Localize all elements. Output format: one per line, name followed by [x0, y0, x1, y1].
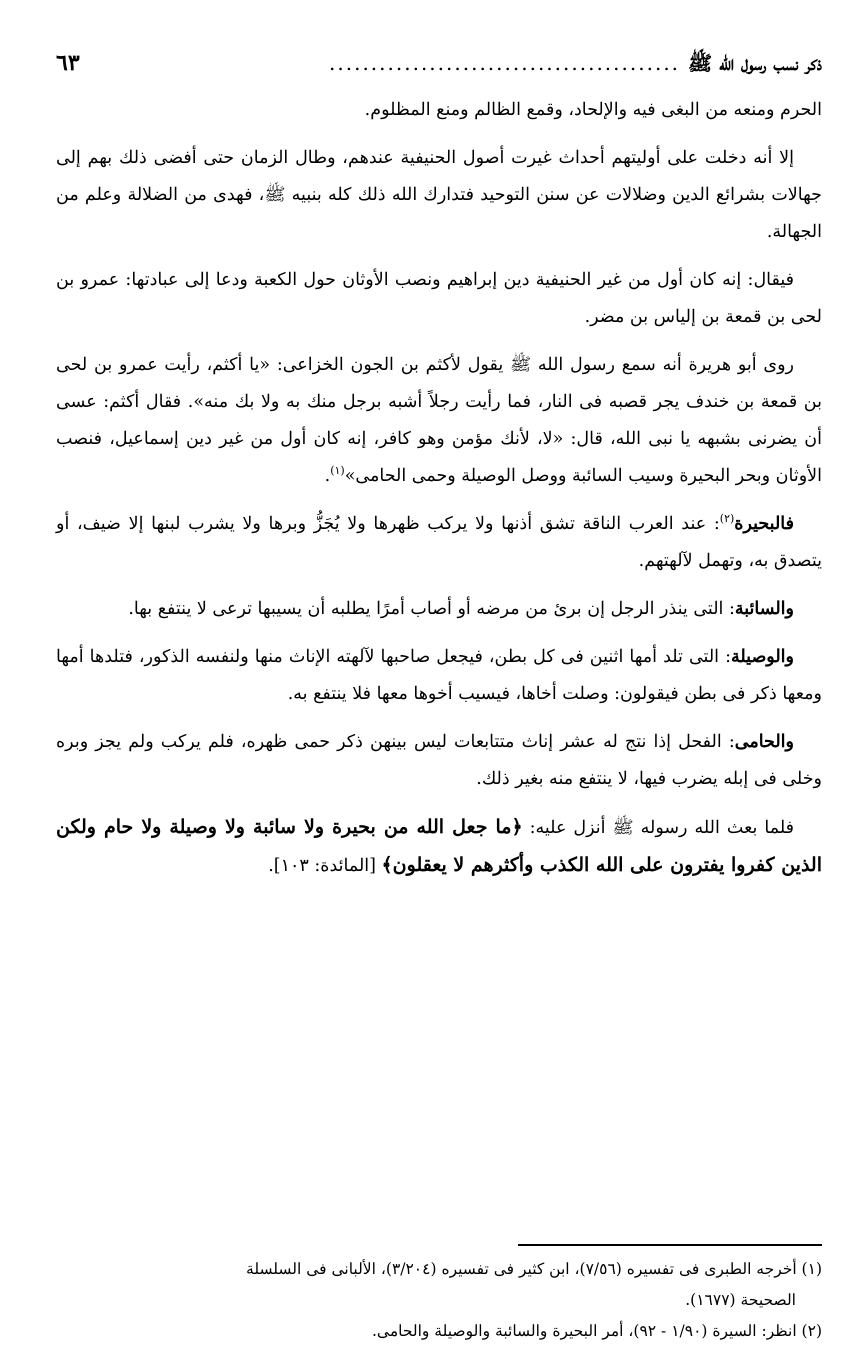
- paragraph-quran-verse: [56, 809, 822, 885]
- footnote-text: (١) أخرجه الطبرى فى تفسيره (٧/٥٦)، ابن كثير فى تفسيره (٣/٢٠٤)، الألبانى فى السلسلة: [246, 1260, 822, 1278]
- paragraph-hadith: روى أبو هريرة أنه سمع رسول الله ﷺ يقول لأكثم بن الجون الخزاعى: «يا أكثم، رأيت عمرو بن لحى بن قمعة بن خندف يجر قصبه فى النار، فما رأيت رجلاً أشبه برجل منك به ولا بك منه». فقال أكثم: عسى أن يضرنى بشبهه يا نبى الله، قال: «لا، لأنك مؤمن وهو كافر، إنه كان أول من غير دين إسماعيل، فنصب الأوثان وبحر البحيرة وسيب السائبة ووصل الوصيلة وحمى الحامى»$^{(١)}$.: [56, 355, 822, 486]
- running-header: [56, 50, 822, 92]
- term-hami: والحامى: [734, 732, 794, 752]
- paragraph-hami: [56, 724, 822, 798]
- footnote-divider: [518, 1244, 822, 1246]
- paragraph-hanifiyya: [56, 140, 822, 251]
- term-saiba: والسائبة: [734, 599, 794, 619]
- paragraph-amr-ibn-luhay: [56, 262, 822, 336]
- footnote-1-continuation: [56, 1285, 822, 1316]
- surah-reference: [المائدة: ١٠٣].: [268, 856, 382, 876]
- footnote-2: [56, 1316, 822, 1347]
- paragraph-text: فيقال: إنه كان أول من غير الحنيفية دين إبراهيم ونصب الأوثان حول الكعبة ودعا إلى عبادتها: عمرو بن لحى بن قمعة بن إلياس بن مضر.: [56, 270, 822, 327]
- paragraph-text: : الفحل إذا نتج له عشر إناث متتابعات ليس بينهن ذكر حمى ظهره، فلم يركب ولم يجز وبره وخلى فى إبله يضرب فيها، لا ينتفع منه بغير ذلك.: [56, 732, 822, 789]
- paragraph-text: : التى ينذر الرجل إن برئ من مرضه أو أصاب أمرًا يطلبه أن يسيبها ترعى لا ينتفع بها.: [128, 599, 735, 619]
- term-wasila: والوصيلة: [730, 647, 794, 667]
- chapter-title: ذكر نسب رسول الله ﷺ: [688, 51, 822, 75]
- paragraph-text: : التى تلد أمها اثنين فى كل بطن، فيجعل صاحبها لآلهته الإناث منها ولنفسه الذكور، فتلدها أمها ومعها ذكر فى بطن فيقولون: وصلت أخاها، فيسيب أخوها معها فلا ينتفع به.: [56, 647, 822, 704]
- term-bahira: فالبحيرة: [734, 514, 794, 534]
- paragraph-text: الحرم ومنعه من البغى فيه والإلحاد، وقمع الظالم ومنع المظلوم.: [364, 100, 822, 120]
- footnote-text: (٢) انظر: السيرة (١/٩٠ - ٩٢)، أمر البحيرة والسائبة والوصيلة والحامى.: [371, 1322, 822, 1340]
- page-number: ٦٣: [56, 50, 80, 76]
- paragraph-text: فلما بعث الله رسوله ﷺ أنزل عليه:: [522, 818, 794, 838]
- footnote-1: [56, 1254, 822, 1285]
- paragraph-text: : عند العرب الناقة تشق أذنها ولا يركب ظهرها ولا يُجَزُّ وبرها ولا يشرب لبنها إلا ضيف، أو يتصدق به، وتهمل لآلهتهم.: [56, 514, 822, 571]
- quran-quote: ﴿ما جعل الله من بحيرة ولا سائبة ولا وصيلة ولا حام ولكن الذين كفروا يفترون على الله الكذب وأكثرهم لا يعقلون﴾: [56, 816, 822, 876]
- leader-dots: ..........................................: [329, 51, 681, 75]
- paragraph-text: روى أبو هريرة أنه سمع رسول الله ﷺ يقول لأكثم بن الجون الخزاعى: «يا أكثم، رأيت عمرو بن لحى بن قمعة بن خندف يجر قصبه فى النار، فما رأيت رجلاً أشبه برجل منك به ولا بك منه». فقال أكثم: عسى أن يضرنى بشبهه يا نبى الله، قال: «لا، لأنك مؤمن وهو كافر، إنه كان أول من غير دين إسماعيل، فنصب الأوثان وبحر البحيرة وسيب السائبة ووصل الوصيلة وحمى الحامى»: [56, 355, 822, 486]
- paragraph-wasila: [56, 639, 822, 713]
- footnote-ref-2[interactable]: (٢): [719, 512, 735, 526]
- paragraph-continuation: [56, 92, 822, 129]
- paragraph-text: إلا أنه دخلت على أوليتهم أحداث غيرت أصول الحنيفية عندهم، وطال الزمان حتى أفضى ذلك بهم إلى جهالات بشرائع الدين وضلالات عن سنن التوحيد فتدارك الله ذلك كله بنبيه ﷺ، فهدى من الضلالة وعلم من الجهالة.: [56, 148, 822, 242]
- paragraph-saiba: [56, 591, 822, 628]
- paragraph-bahira: [56, 506, 822, 580]
- footnotes: [56, 1254, 822, 1347]
- footnote-text: الصحيحة (١٦٧٧).: [685, 1291, 796, 1309]
- footnote-ref-1[interactable]: (١): [330, 464, 345, 478]
